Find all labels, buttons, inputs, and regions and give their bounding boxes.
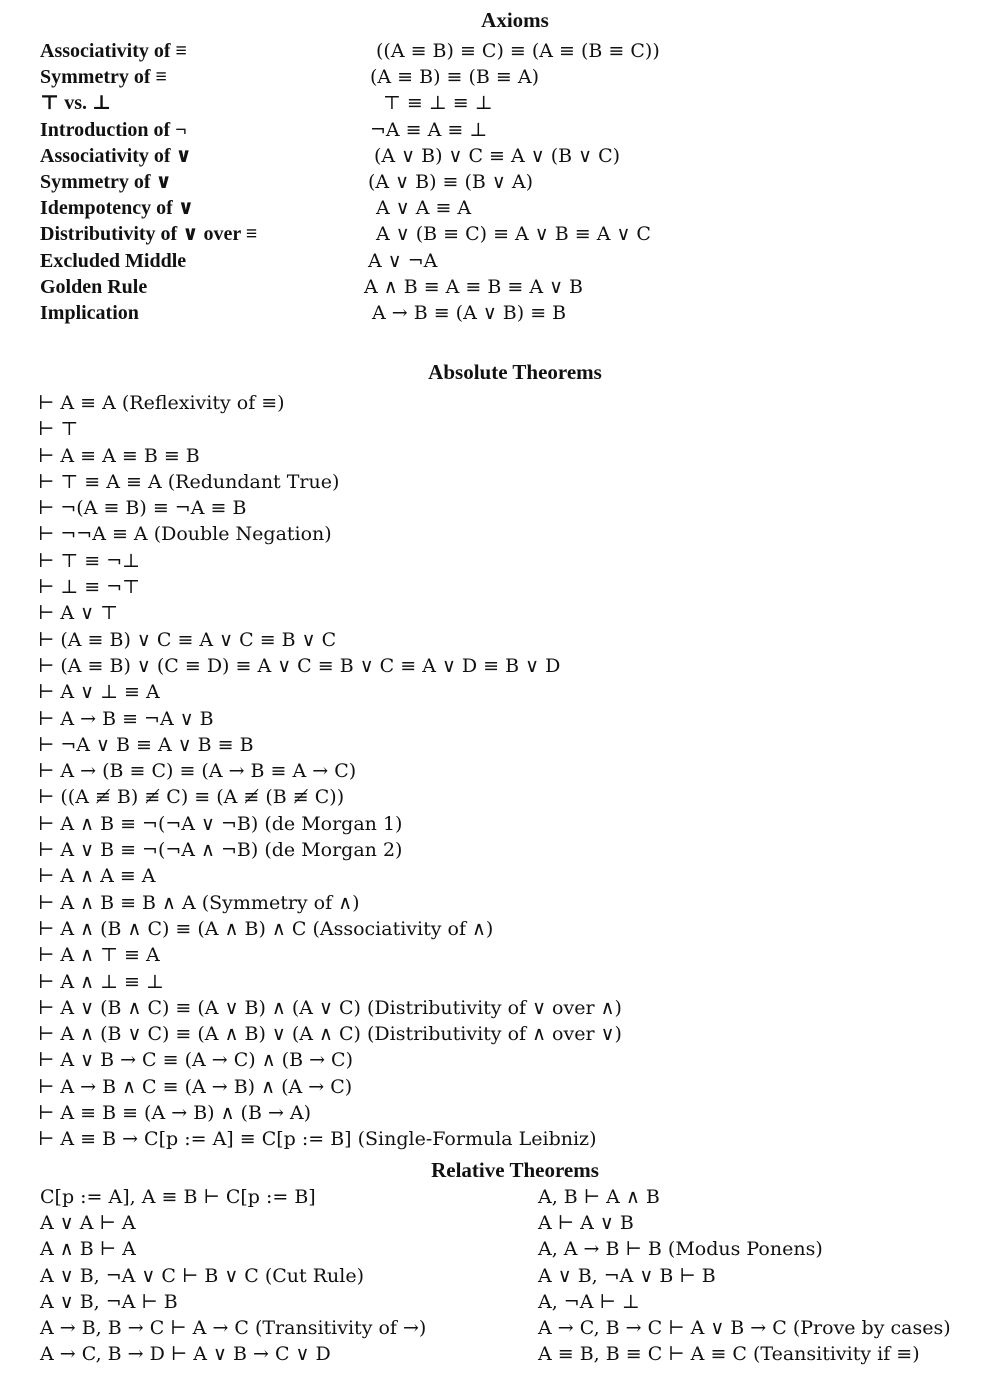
relative-theorem: A ∨ A ⊢ A [40, 1212, 136, 1235]
relative-theorem: A ∨ B, ¬A ∨ C ⊢ B ∨ C (Cut Rule) [40, 1264, 364, 1287]
axiom-row [40, 222, 780, 248]
relative-theorem: A → C, B → D ⊢ A ∨ B → C ∨ D [40, 1343, 331, 1366]
axiom-name: Distributivity of ∨ over ≡ [40, 223, 258, 246]
axiom-row [40, 196, 780, 222]
absolute-theorem: ⊢ A ∧ (B ∧ C) ≡ (A ∧ B) ∧ C (Associativity of ∧) [38, 917, 494, 940]
absolute-theorem: ⊢ ⊤ ≡ A ≡ A (Redundant True) [38, 470, 340, 493]
axioms-table [40, 39, 780, 327]
axiom-name: Excluded Middle [40, 249, 187, 272]
absolute-theorem: ⊢ A ∨ B ≡ ¬(¬A ∧ ¬B) (de Morgan 2) [38, 839, 403, 862]
axiom-name: Idempotency of ∨ [40, 197, 195, 220]
axiom-formula: (A ∨ B) ∨ C ≡ A ∨ (B ∨ C) [374, 144, 621, 167]
relative-theorem: A → B, B → C ⊢ A → C (Transitivity of →) [40, 1316, 427, 1339]
axioms-heading: Axioms [481, 8, 549, 32]
absolute-theorem: ⊢ ((A ≢ B) ≢ C) ≡ (A ≢ (B ≢ C)) [38, 786, 345, 809]
axiom-row [40, 39, 780, 65]
absolute-theorem: ⊢ A ∧ B ≡ B ∧ A (Symmetry of ∧) [38, 891, 360, 914]
absolute-theorems-list [38, 390, 978, 1153]
axiom-formula: (A ≡ B) ≡ (B ≡ A) [370, 66, 540, 89]
absolute-theorem: ⊢ A ≡ B → C[p := A] ≡ C[p := B] (Single-Formula Leibniz) [38, 1128, 597, 1151]
relative-theorem: A, ¬A ⊢ ⊥ [538, 1290, 640, 1313]
relative-theorems-left-column [40, 1184, 520, 1367]
axiom-formula: ⊤ ≡ ⊥ ≡ ⊥ [383, 92, 493, 115]
relative-theorem: C[p := A], A ≡ B ⊢ C[p := B] [40, 1186, 316, 1208]
absolute-theorem: ⊢ A → (B ≡ C) ≡ (A → B ≡ A → C) [38, 760, 357, 783]
axiom-formula: A → B ≡ (A ∨ B) ≡ B [372, 301, 567, 324]
absolute-theorem: ⊢ A ≡ B ≡ (A → B) ∧ (B → A) [38, 1102, 312, 1125]
axiom-name: Associativity of ≡ [40, 40, 187, 62]
axiom-name: Golden Rule [40, 275, 148, 298]
absolute-theorem: ⊢ ⊤ ≡ ¬⊥ [38, 549, 141, 572]
axiom-name: Implication [40, 301, 139, 324]
absolute-theorem: ⊢ A ∧ (B ∨ C) ≡ (A ∧ B) ∨ (A ∧ C) (Distributivity of ∧ over ∨) [38, 1023, 622, 1046]
absolute-theorem: ⊢ ¬A ∨ B ≡ A ∨ B ≡ B [38, 733, 254, 756]
absolute-theorem: ⊢ A ≡ A (Reflexivity of ≡) [38, 392, 285, 414]
axiom-formula: (A ∨ B) ≡ (B ∨ A) [368, 170, 533, 193]
relative-theorem: A ∨ B, ¬A ⊢ B [40, 1290, 178, 1313]
axiom-row [40, 170, 780, 196]
axiom-row [40, 301, 780, 327]
axiom-formula: ((A ≡ B) ≡ C) ≡ (A ≡ (B ≡ C)) [376, 40, 660, 62]
relative-theorem: A ⊢ A ∨ B [538, 1212, 634, 1235]
axiom-row [40, 144, 780, 170]
absolute-theorem: ⊢ A ∧ ⊤ ≡ A [38, 944, 160, 967]
relative-theorems-heading: Relative Theorems [431, 1158, 599, 1182]
absolute-theorems-heading: Absolute Theorems [428, 360, 602, 384]
relative-theorem: A, B ⊢ A ∧ B [538, 1186, 660, 1208]
relative-theorem: A ∨ B, ¬A ∨ B ⊢ B [538, 1264, 716, 1287]
relative-theorem: A → C, B → C ⊢ A ∨ B → C (Prove by cases) [538, 1316, 951, 1339]
relative-theorem: A ∧ B ⊢ A [40, 1238, 136, 1261]
axiom-name: Symmetry of ∨ [40, 170, 172, 193]
axiom-formula: A ∨ (B ≡ C) ≡ A ∨ B ≡ A ∨ C [376, 223, 651, 246]
axiom-name: Symmetry of ≡ [40, 66, 167, 89]
absolute-theorem: ⊢ A ∧ B ≡ ¬(¬A ∨ ¬B) (de Morgan 1) [38, 812, 403, 835]
absolute-theorem: ⊢ A ≡ A ≡ B ≡ B [38, 444, 200, 467]
absolute-theorem: ⊢ A ∨ B → C ≡ (A → C) ∧ (B → C) [38, 1049, 353, 1072]
absolute-theorem: ⊢ A ∧ ⊥ ≡ ⊥ [38, 970, 164, 993]
absolute-theorem: ⊢ ⊥ ≡ ¬⊤ [38, 576, 141, 599]
axiom-formula: ¬A ≡ A ≡ ⊥ [370, 118, 488, 141]
axiom-row [40, 118, 780, 144]
absolute-theorem: ⊢ A ∨ ⊤ [38, 602, 118, 625]
absolute-theorem: ⊢ A ∨ (B ∧ C) ≡ (A ∨ B) ∧ (A ∨ C) (Distributivity of ∨ over ∧) [38, 996, 622, 1019]
absolute-theorem: ⊢ A ∨ ⊥ ≡ A [38, 681, 160, 704]
axiom-name: Associativity of ∨ [40, 144, 192, 167]
axiom-name: Introduction of ¬ [40, 118, 187, 141]
absolute-theorem: ⊢ ⊤ [38, 418, 79, 441]
axiom-row [40, 65, 780, 91]
axiom-formula: A ∧ B ≡ A ≡ B ≡ A ∨ B [364, 275, 584, 298]
absolute-theorem: ⊢ (A ≡ B) ∨ (C ≡ D) ≡ A ∨ C ≡ B ∨ C ≡ A ∨ D ≡ B ∨ D [38, 654, 561, 677]
relative-theorems-right-column [538, 1184, 993, 1367]
relative-theorem: A, A → B ⊢ B (Modus Ponens) [538, 1238, 823, 1261]
absolute-theorem: ⊢ A → B ∧ C ≡ (A → B) ∧ (A → C) [38, 1075, 353, 1098]
axiom-row [40, 91, 780, 117]
absolute-theorem: ⊢ (A ≡ B) ∨ C ≡ A ∨ C ≡ B ∨ C [38, 628, 337, 651]
axiom-row [40, 249, 780, 275]
relative-theorem: A ≡ B, B ≡ C ⊢ A ≡ C (Teansitivity if ≡) [538, 1343, 920, 1366]
axiom-formula: A ∨ ¬A [368, 249, 438, 272]
absolute-theorem: ⊢ A ∧ A ≡ A [38, 865, 156, 888]
axiom-name: ⊤ vs. ⊥ [40, 92, 112, 115]
absolute-theorem: ⊢ ¬¬A ≡ A (Double Negation) [38, 523, 332, 546]
absolute-theorem: ⊢ ¬(A ≡ B) ≡ ¬A ≡ B [38, 497, 247, 520]
absolute-theorem: ⊢ A → B ≡ ¬A ∨ B [38, 707, 214, 730]
axiom-row [40, 275, 780, 301]
axiom-formula: A ∨ A ≡ A [376, 197, 472, 220]
